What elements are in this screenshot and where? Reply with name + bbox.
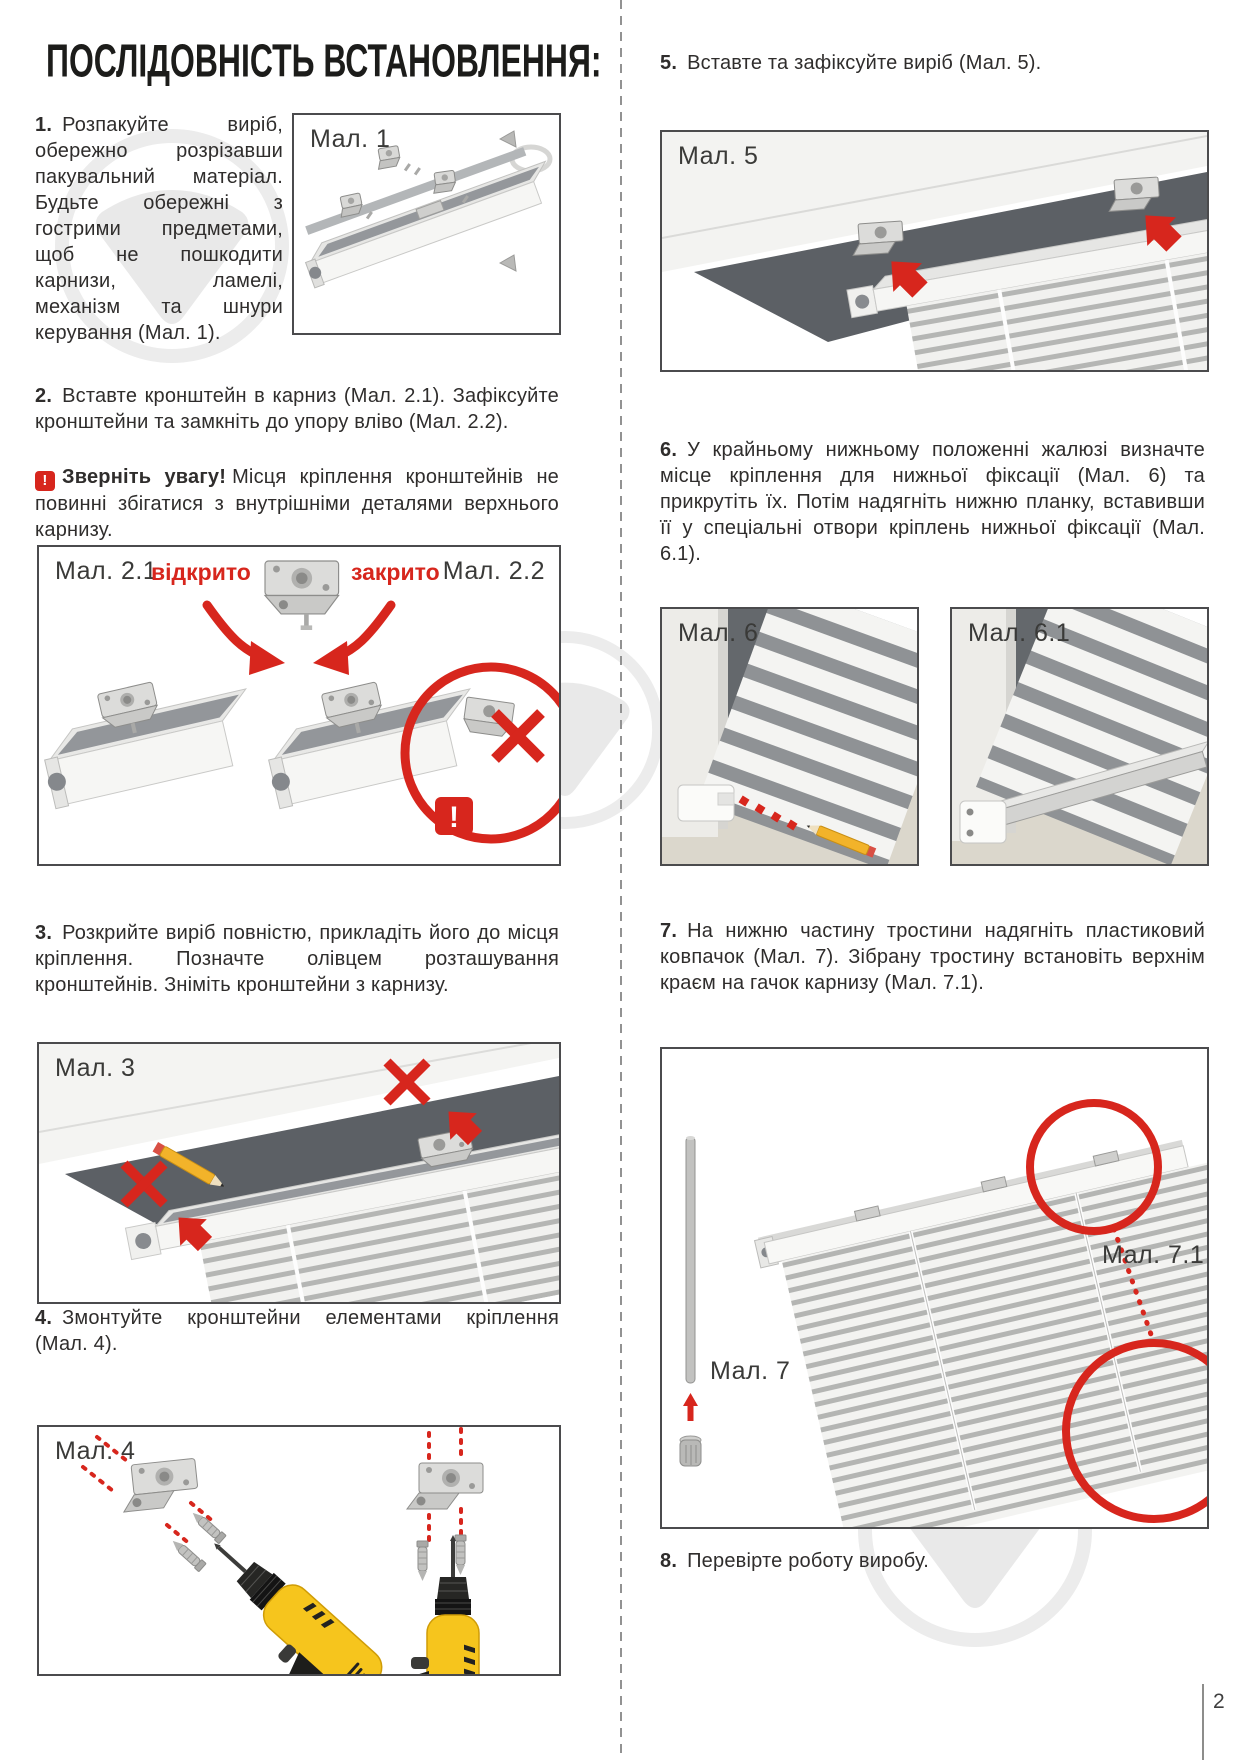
- screw-icon: [417, 1541, 428, 1581]
- step-number: 8.: [660, 1550, 678, 1572]
- figure-1: [292, 113, 561, 335]
- warning-icon: !: [35, 471, 55, 491]
- drill-icon: [155, 1524, 389, 1674]
- screw-icon: [189, 1509, 226, 1544]
- step-number: 1.: [35, 114, 53, 136]
- bracket-open-closed-illustration: [39, 547, 559, 864]
- step-text: Змонтуйте кронштейни елементами кріплення (Мал. 4).: [35, 1307, 559, 1355]
- step-8: [660, 1548, 1205, 1574]
- figure-label: Мал. 6: [678, 619, 759, 647]
- step-number: 2.: [35, 385, 53, 407]
- figure-7: [660, 1047, 1209, 1529]
- step-text: На нижню частину тростини надягніть пластиковий ковпачок (Мал. 7). Зібрану тростину встановіть верхнім краєм на гачок карнизу (Мал. 7.1).: [660, 920, 1205, 994]
- figure-label: Мал. 1: [310, 125, 391, 153]
- figure-label: Мал. 6.1: [968, 619, 1071, 647]
- bracket-icon: [119, 1458, 199, 1512]
- alert-exclamation: !: [449, 801, 459, 834]
- figure-label: Мал. 3: [55, 1054, 136, 1082]
- figure-6-1: [950, 607, 1209, 866]
- blind-illustration: [753, 1130, 1207, 1527]
- figure-4: [37, 1425, 561, 1676]
- red-arrow-icon: [207, 605, 391, 675]
- step-text: Вставте кронштейн в карниз (Мал. 2.1). Зафіксуйте кронштейни та замкніть до упору вліво (Мал. 2.2).: [35, 385, 559, 433]
- warning-title: Зверніть увагу!: [62, 466, 227, 488]
- figure-3: [37, 1042, 561, 1304]
- wand-and-hook-illustration: [662, 1049, 1207, 1527]
- page-title: ПОСЛІДОВНІСТЬ ВСТАНОВЛЕННЯ:: [46, 36, 602, 88]
- figure-label: Мал. 5: [678, 142, 759, 170]
- step-6: [660, 437, 1205, 567]
- figure-5: [660, 130, 1209, 372]
- cap-icon: [680, 1436, 701, 1466]
- bottom-bracket-icon: [678, 785, 734, 821]
- step-text: Перевірте роботу виробу.: [687, 1550, 929, 1572]
- warning-text: Місця кріплення кронштейнів не повинні збігатися з внутрішніми деталями верхнього карнизу.: [35, 466, 560, 541]
- step-number: 6.: [660, 439, 678, 461]
- figure-label: Мал. 2.1: [55, 557, 158, 585]
- step-number: 7.: [660, 920, 678, 942]
- bracket-icon: [265, 561, 339, 630]
- step-7: [660, 918, 1205, 996]
- step-5: [660, 50, 1205, 76]
- step-number: 4.: [35, 1307, 53, 1329]
- figure-label: Мал. 7: [710, 1357, 791, 1385]
- step-text: Розпакуйте виріб, обережно розрізавши пакувальний матеріал. Будьте обережні з гострими предметами, щоб не пошкодити карнизи, ламелі, механізм та шнури керування (Мал. 1).: [35, 114, 283, 344]
- wand-icon: [686, 1136, 695, 1383]
- step-2: [35, 383, 559, 435]
- open-label: відкрито: [151, 559, 251, 585]
- step-text: У крайньому нижньому положенні жалюзі визначте місце кріплення для нижньої фіксації (Мал. 6) та прикрутіть їх. Потім надягніть нижню планку, вставивши її у спеціальні отвори кріплень нижньої фіксації (Мал. 6.1).: [660, 439, 1205, 565]
- column-divider: [620, 0, 622, 1760]
- warning-note: [35, 464, 559, 543]
- step-1: [35, 112, 283, 346]
- figure-6: [660, 607, 919, 866]
- figure-2: [37, 545, 561, 866]
- page-number: 2: [1213, 1690, 1225, 1713]
- step-number: 3.: [35, 922, 53, 944]
- step-3: [35, 920, 559, 998]
- closed-label: закрито: [351, 559, 440, 585]
- bracket-icon: [407, 1463, 483, 1509]
- step-text: Розкрийте виріб повністю, прикладіть його до місця кріплення. Позначте олівцем розташування кронштейнів. Зніміть кронштейни з карнизу.: [35, 922, 559, 996]
- red-arrow-up-icon: [683, 1393, 698, 1421]
- figure-label: Мал. 7.1: [1102, 1241, 1205, 1269]
- page-number-rule: [1202, 1684, 1204, 1760]
- step-number: 5.: [660, 52, 678, 74]
- bottom-bracket-icon: [960, 801, 1006, 843]
- figure-label: Мал. 4: [55, 1437, 136, 1465]
- figure-label: Мал. 2.2: [442, 557, 545, 585]
- screw-icon: [455, 1535, 466, 1575]
- step-4: [35, 1305, 559, 1357]
- step-text: Вставте та зафіксуйте виріб (Мал. 5).: [687, 52, 1042, 74]
